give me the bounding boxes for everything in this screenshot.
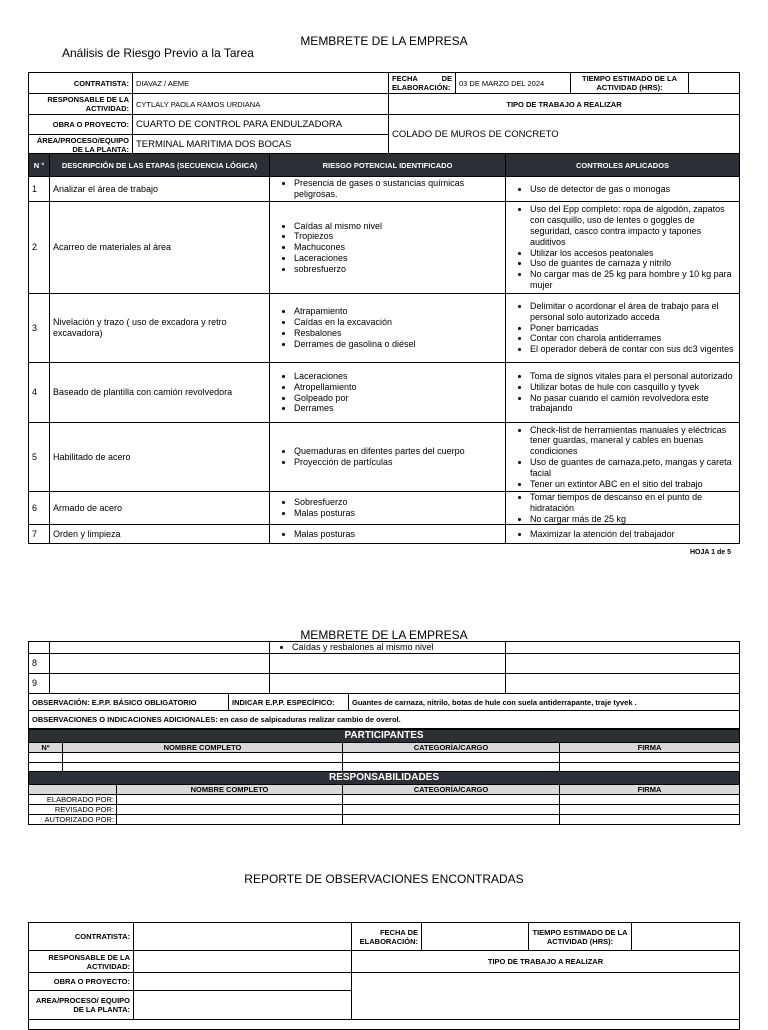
responsibilities-heading: RESPONSABILIDADES [29,772,740,785]
p-col-firma: FIRMA [560,743,740,753]
control-item: • Contar con charola antiderrames [530,333,737,344]
col-desc: DESCRIPCIÓN DE LAS ETAPAS (SECUENCIA LÓGICA) [50,154,270,177]
step-number: 5 [29,423,50,492]
area-label: ÁREA/PROCESO/EQUIPO DE LA PLANTA: [29,135,133,156]
fecha-label: FECHA DE ELABORACIÓN: [389,73,456,94]
tiempo-value [689,73,740,94]
p-col-num: Nº [29,743,63,753]
r-area-label: AREA/PROCESO/ EQUIPO DE LA PLANTA: [29,991,134,1020]
carry-risk: • Caídas y resbalones al mismo nivel [292,642,505,653]
step-controls [506,363,740,423]
step-risks [270,492,506,525]
r-col-nombre: NOMBRE COMPLETO [117,785,343,795]
step-row [29,423,740,492]
r-obra-label: OBRA O PROYECTO: [29,973,134,991]
risk-item: • Atrapamiento [294,306,503,317]
step-number: 4 [29,363,50,423]
control-item: • Maximizar la atención del trabajador [530,529,737,540]
participant-row [29,753,740,763]
risk-item: • Presencia de gases o sustancias químicas peligrosas. [294,178,503,200]
step-row [29,294,740,363]
step-risks [270,202,506,294]
row-8-num: 8 [29,654,50,674]
risk-item: • Proyección de partículas [294,457,503,468]
tipo-label: TIPO DE TRABAJO A REALIZAR [389,94,740,115]
report-header-table [28,922,740,1030]
document-title: Análisis de Riesgo Previo a la Tarea [62,46,254,60]
tiempo-label: TIEMPO ESTIMADO DE LA ACTIVIDAD (HRS): [571,73,689,94]
step-risks [270,363,506,423]
control-item: • El operador deberá de contar con sus dc3 vigentes [530,344,737,355]
r-col-firma: FIRMA [560,785,740,795]
epp-value: Guantes de carnaza, nitrilo, botas de hule con suela antiderrapante, traje tyvek . [349,694,740,711]
letterhead-2: MEMBRETE DE LA EMPRESA [300,628,468,642]
step-controls [506,492,740,525]
col-controles: CONTROLES APLICADOS [506,154,740,177]
control-item: • Check-list de herramientas manuales y eléctricas tener guardas, maneral y cables en buenas condiciones [530,425,737,457]
step-row [29,525,740,544]
risk-item: • Laceraciones [294,253,503,264]
risk-item: • Laceraciones [294,371,503,382]
control-item: • Utilizar botas de hule con casquillo y tyvek [530,382,737,393]
step-risks [270,525,506,544]
step-controls [506,294,740,363]
step-controls [506,423,740,492]
tipo-value: COLADO DE MUROS DE CONCRETO [389,115,740,156]
autorizado-label: AUTORIZADO POR: [29,815,117,825]
step-controls [506,202,740,294]
elaborado-label: ELABORADO POR: [29,795,117,805]
control-item: • No cargar más de 25 kg [530,514,737,525]
header-table [28,72,740,156]
control-item: • Toma de signos vitales para el personal autorizado [530,371,737,382]
participants-table [28,729,740,773]
step-row [29,177,740,202]
r-tipo-label: TIPO DE TRABAJO A REALIZAR [352,951,740,973]
risk-item: • Caídas al mismo nivel [294,221,503,232]
col-num: N ° [29,154,50,177]
step-description: Nivelación y trazo ( uso de excadora y retro excavadora) [50,294,270,363]
r-responsable-label: RESPONSABLE DE LA ACTIVIDAD: [29,951,134,973]
responsable-value: CYTLALY PAOLA RAMOS URDIANA [133,94,389,115]
responsibilities-table [28,771,740,825]
risk-item: • Resbalones [294,328,503,339]
col-riesgo: RIESGO POTENCIAL IDENTIFICADO [270,154,506,177]
r-fecha-label: FECHA DE ELABORACIÓN: [352,923,422,951]
step-number: 6 [29,492,50,525]
row-9-num: 9 [29,674,50,694]
p-col-cargo: CATEGORÍA/CARGO [343,743,560,753]
contratista-value: DIAVAZ / AEME [133,73,389,94]
control-item: • No cargar mas de 25 kg para hombre y 10 kg para mujer [530,269,737,291]
participants-heading: PARTICIPANTES [29,730,740,743]
risk-item: • Golpeado por [294,393,503,404]
risk-item: • Sobresfuerzo [294,497,503,508]
epp-label: INDICAR E.P.P. ESPECÍFICO: [229,694,349,711]
control-item: • No pasar cuando el camión revolvedora este trabajando [530,393,737,415]
control-item: • Tomar tiempos de descanso en el punto de hidratación [530,492,737,514]
step-number: 3 [29,294,50,363]
control-item: • Poner barricadas [530,323,737,334]
step-controls [506,525,740,544]
responsable-label: RESPONSABLE DE LA ACTIVIDAD: [29,94,133,115]
step-row [29,492,740,525]
step-description: Armado de acero [50,492,270,525]
step-controls [506,177,740,202]
step-description: Orden y limpieza [50,525,270,544]
step-description: Baseado de plantilla con camión revolvedora [50,363,270,423]
step-number: 2 [29,202,50,294]
letterhead: MEMBRETE DE LA EMPRESA [300,34,468,48]
step-row [29,202,740,294]
steps-table [28,153,740,544]
control-item: • Uso de detector de gas o monogas [530,184,737,195]
risk-item: • Derrames de gasolina o diésel [294,339,503,350]
risk-item: • Caídas en la excavación [294,317,503,328]
r-tiempo-label: TIEMPO ESTIMADO DE LA ACTIVIDAD (HRS): [529,923,632,951]
obs-label: OBSERVACIÓN: E.P.P. BÁSICO OBLIGATORIO [29,694,229,711]
step-risks [270,423,506,492]
p-col-nombre: NOMBRE COMPLETO [63,743,343,753]
risk-item: • Machucones [294,242,503,253]
step-number: 1 [29,177,50,202]
report-title: REPORTE DE OBSERVACIONES ENCONTRADAS [244,872,524,886]
control-item: • Uso del Epp completo: ropa de algodón, zapatos con casquillo, uso de lentes o goggles de seguridad, casco contra impacto y tapones auditivos [530,204,737,247]
revisado-label: REVISADO POR: [29,805,117,815]
observations-table [28,693,740,729]
control-item: • Delimitar o acordonar el área de trabajo para el personal solo autorizado acceda [530,301,737,323]
control-item: • Utilizar los accesos peatonales [530,248,737,259]
risk-item: • Quemaduras en difentes partes del cuerpo [294,446,503,457]
risk-item: • Tropiezos [294,231,503,242]
r-col-cargo: CATEGORÍA/CARGO [343,785,560,795]
fecha-value: 03 DE MARZO DEL 2024 [456,73,571,94]
obra-label: OBRA O PROYECTO: [29,115,133,135]
step-row [29,363,740,423]
continuation-table [28,641,740,694]
obra-value: CUARTO DE CONTROL PARA ENDULZADORA [133,115,389,135]
contratista-label: CONTRATISTA: [29,73,133,94]
control-item: • Uso de guantes de carnaza y nitrilo [530,258,737,269]
step-number: 7 [29,525,50,544]
step-description: Habilitado de acero [50,423,270,492]
control-item: • Tener un extintor ABC en el sitio del trabajo [530,479,737,490]
risk-item: • Atropellamiento [294,382,503,393]
area-value: TERMINAL MARITIMA DOS BOCAS [133,135,389,156]
r-contratista-label: CONTRATISTA: [29,923,134,951]
risk-item: • Derrames [294,403,503,414]
step-risks [270,294,506,363]
obs-extra: OBSERVACIONES O INDICACIONES ADICIONALES: en caso de salpicaduras realizar cambio de overol. [29,711,740,729]
risk-item: • Malas posturas [294,508,503,519]
control-item: • Uso de guantes de carnaza.peto, mangas y careta facial [530,457,737,479]
step-description: Acarreo de materiales al área [50,202,270,294]
risk-item: • Malas posturas [294,529,503,540]
step-risks [270,177,506,202]
step-description: Analizar el área de trabajo [50,177,270,202]
risk-item: • sobresfuerzo [294,264,503,275]
page-label: HOJA 1 de 5 [690,549,731,556]
